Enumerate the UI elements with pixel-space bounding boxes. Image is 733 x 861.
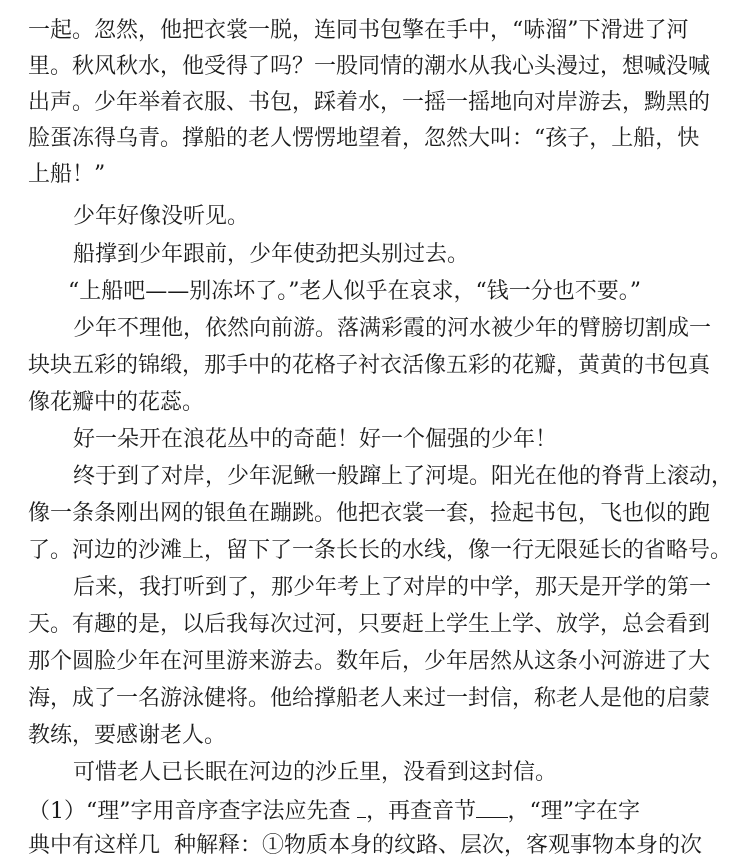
question-text-part3: ，“理”字在字 xyxy=(507,799,640,824)
answer-blank-initial[interactable] xyxy=(357,795,367,818)
paragraph-line: 可惜老人已长眠在河边的沙丘里，没看到这封信。 xyxy=(73,760,558,785)
paragraph-line: 后来，我打听到了，那少年考上了对岸的中学，那天是开学的第一 xyxy=(73,575,712,600)
paragraph-line: 块块五彩的锦缎，那手中的花格子衬衣活像五彩的花瓣，黄黄的书包真 xyxy=(28,353,711,378)
paragraph-line: 那个圆脸少年在河里游来游去。数年后，少年居然从这条小河游进了大 xyxy=(28,649,711,674)
paragraph-line: 里。秋风秋水，他受得了吗？一股同情的潮水从我心头漫过，想喊没喊 xyxy=(28,54,711,79)
paragraph-line: “上船吧——别冻坏了。”老人似乎在哀求，“钱一分也不要。” xyxy=(68,279,641,304)
question-text-part1: （1）“理”字用音序查字法应先查 xyxy=(28,799,351,824)
paragraph-line: 出声。少年举着衣服、书包，踩着水，一摇一摇地向对岸游去，黝黑的 xyxy=(28,90,711,115)
question-text-part2: ，再查音节 xyxy=(366,799,477,824)
paragraph-line: 像花瓣中的花蕊。 xyxy=(28,390,205,415)
paragraph-line: 好一朵开在浪花丛中的奇葩！好一个倔强的少年！ xyxy=(73,427,558,452)
paragraph-line: 终于到了对岸，少年泥鳅一般蹿上了河堤。阳光在他的脊背上滚动， xyxy=(73,464,733,489)
question-line-2: 典中有这样几 种解释：①物质本身的纹路、层次，客观事物本身的次 xyxy=(28,833,702,858)
paragraph-line: 天。有趣的是，以后我每次过河，只要赶上学生上学、放学，总会看到 xyxy=(28,612,711,637)
paragraph-line: 海，成了一名游泳健将。他给撑船老人来过一封信，称老人是他的启蒙 xyxy=(28,686,711,711)
paragraph-line: 少年不理他，依然向前游。落满彩霞的河水被少年的臂膀切割成一 xyxy=(73,316,712,341)
paragraph-line: 了。河边的沙滩上，留下了一条长长的水线，像一行无限延长的省略号。 xyxy=(28,538,733,563)
paragraph-line: 像一条条刚出网的银鱼在蹦跳。他把衣裳一套，捡起书包，飞也似的跑 xyxy=(28,501,711,526)
answer-blank-syllable[interactable] xyxy=(476,795,507,818)
paragraph-line: 教练，要感谢老人。 xyxy=(28,723,227,748)
question-line-1 xyxy=(0,795,640,827)
paragraph-line: 少年好像没听见。 xyxy=(73,204,250,229)
paragraph-line: 上船！” xyxy=(28,162,106,187)
paragraph-line: 船撑到少年跟前，少年使劲把头别过去。 xyxy=(73,242,470,267)
paragraph-line: 脸蛋冻得乌青。撑船的老人愣愣地望着，忽然大叫：“孩子，上船，快 xyxy=(28,126,700,151)
paragraph-line: 一起。忽然，他把衣裳一脱，连同书包擎在手中，“哧溜”下滑进了河 xyxy=(28,18,689,43)
